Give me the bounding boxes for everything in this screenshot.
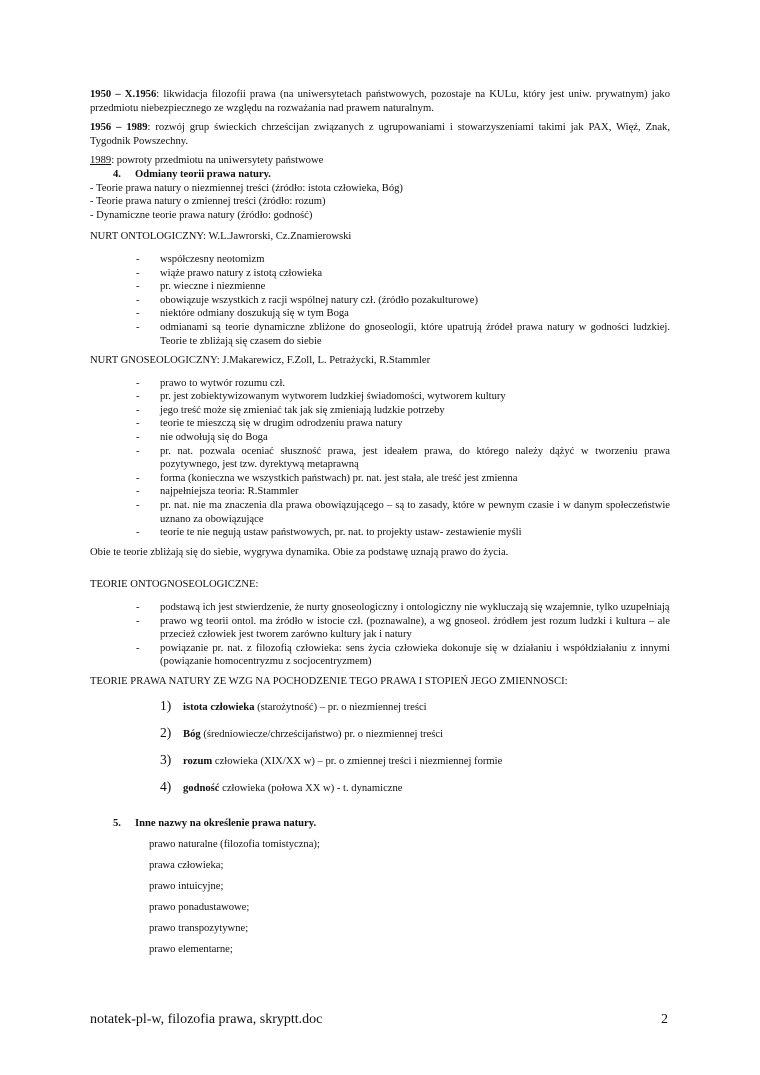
list-item	[90, 901, 670, 922]
date-range: 1956 – 1989	[90, 122, 148, 134]
ontognoseological-heading: TEORIE ONTOGNOSEOLOGICZNE:	[90, 579, 259, 591]
list-item: - obowiązuje wszystkich z racji wspólnej natury czł. (źródło pozakulturowe)	[90, 294, 670, 308]
list-item: - pr. nat. nie ma znaczenia dla prawa obowiązującego – są to zasady, które w pewnym czasie i w danym społeczeństwie uznano za obowiązujące	[90, 499, 670, 526]
list-item: - nie odwołują się do Boga	[90, 431, 670, 445]
list-item: - odmianami są teorie dynamiczne zbliżone do gnoseologii, które upatrują źródeł prawa natury w godności ludzkiej. Teorie te zbliżają się czasem do siebie	[90, 321, 670, 348]
origin-item	[90, 697, 670, 728]
date-year: 1989	[90, 155, 112, 167]
list-item: - podstawą ich jest stwierdzenie, że nurty gnoseologiczny i ontologiczny nie wykluczają się wzajemnie, tylko uzupełniają	[90, 601, 670, 615]
names-list	[90, 838, 670, 964]
paragraph-1956	[90, 121, 670, 148]
item-text: prawo intuicyjne;	[149, 881, 224, 893]
section-title: Odmiany teorii prawa natury.	[135, 168, 271, 180]
item-term: Bóg	[183, 728, 201, 740]
page-footer	[90, 1012, 670, 1028]
item-term: istota człowieka	[183, 701, 255, 713]
list-item	[90, 880, 670, 901]
item-number: 3)	[160, 751, 172, 767]
item-text: (starożytność) – pr. o niezmiennej treści	[254, 701, 427, 713]
item-text: prawo elementarne;	[149, 944, 233, 956]
section-title: Inne nazwy na określenie prawa natury.	[135, 817, 317, 829]
footer-filename: notatek-pl-w, filozofia prawa, skryptt.doc	[90, 1012, 323, 1027]
list-item: - prawo to wytwór rozumu czł.	[90, 377, 670, 391]
list-item: - prawo wg teorii ontol. ma źródło w istocie czł. (poznawalne), a wg gnoseol. źródłem jest rozum ludzki i kultura – ale przecież człowiek jest tworem zarówno kultury jak i natury	[90, 615, 670, 642]
variety-item: - Dynamiczne teorie prawa natury (źródło: godność)	[90, 209, 313, 221]
list-item: - najpełniejsza teoria: R.Stammler	[90, 485, 670, 499]
list-item: - niektóre odmiany doszukują się w tym Boga	[90, 307, 670, 321]
item-text: prawo naturalne (filozofia tomistyczna);	[149, 839, 320, 851]
list-item: - wiąże prawo natury z istotą człowieka	[90, 267, 670, 281]
list-item: - forma (konieczna we wszystkich państwach) pr. nat. jest stała, ale treść jest zmienna	[90, 472, 670, 486]
section-4-heading	[113, 168, 670, 182]
item-text: człowieka (połowa XX w) - t. dynamiczne	[219, 782, 403, 794]
paragraph-text: : rozwój grup świeckich chrześcijan związanych z ugrupowaniami i stowarzyszeniami takimi jak PAX, Więź, Znak, Tygodnik Powszechny.	[90, 122, 670, 147]
list-item: - współczesny neotomizm	[90, 253, 670, 267]
ontological-heading: NURT ONTOLOGICZNY: W.L.Jawrorski, Cz.Znamierowski	[90, 231, 352, 243]
paragraph-text: : likwidacja filozofii prawa (na uniwersytetach państwowych, pozostaje na KULu, który jest uniw. prywatnym) jako przedmiotu niebezpiecznego ze względu na rozważania nad prawem naturalnym.	[90, 89, 670, 114]
section-number: 5.	[113, 817, 121, 829]
list-item	[90, 943, 670, 964]
list-item	[90, 922, 670, 943]
summary-paragraph: Obie te teorie zbliżają się do siebie, wygrywa dynamika. Obie za podstawę uznają prawo do życia.	[90, 546, 509, 558]
list-item: - jego treść może się zmieniać tak jak się zmieniają ludzkie potrzeby	[90, 404, 670, 418]
section-number: 4.	[113, 168, 121, 180]
variety-item: - Teorie prawa natury o niezmiennej treści (źródło: istota człowieka, Bóg)	[90, 182, 403, 194]
page-number: 2	[661, 1012, 668, 1027]
origin-item	[90, 724, 670, 755]
date-range: 1950 – X.1956	[90, 89, 157, 100]
item-text: (średniowiecze/chrześcijaństwo) pr. o niezmiennej treści	[200, 728, 444, 740]
list-item: - pr. wieczne i niezmienne	[90, 280, 670, 294]
item-text: prawo ponadustawowe;	[149, 902, 250, 914]
list-item	[90, 838, 670, 859]
item-number: 1)	[160, 697, 172, 713]
section-5-heading	[113, 817, 670, 831]
gnoseological-list	[90, 377, 670, 540]
item-term: rozum	[183, 755, 213, 767]
ontognoseological-list	[90, 601, 670, 669]
item-number: 2)	[160, 724, 172, 740]
list-item: - powiązanie pr. nat. z filozofią człowieka: sens życia człowieka dokonuje się w działaniu i współdziałaniu z innymi (powiązanie homocentryzmu z socjocentryzmem)	[90, 642, 670, 669]
list-item: - pr. nat. pozwala oceniać słuszność prawa, jest ideałem prawa, do którego należy dążyć w tworzeniu prawa pozytywnego, jest tzw. dyrektywą metaprawną	[90, 445, 670, 472]
gnoseological-heading: NURT GNOSEOLOGICZNY: J.Makarewicz, F.Zoll, L. Petrażycki, R.Stammler	[90, 355, 431, 367]
item-number: 4)	[160, 778, 172, 794]
paragraph-text: : powroty przedmiotu na uniwersytety państwowe	[111, 155, 324, 167]
list-item: - teorie te nie negują ustaw państwowych, pr. nat. to projekty ustaw- zestawienie myśli	[90, 526, 670, 540]
paragraph-1950	[90, 88, 670, 115]
paragraph-1989	[90, 154, 670, 168]
ontological-list	[90, 253, 670, 348]
origin-list	[90, 697, 670, 809]
list-item: - teorie te mieszczą się w drugim odrodzeniu prawa natury	[90, 417, 670, 431]
item-text: prawo transpozytywne;	[149, 923, 249, 935]
list-item: - pr. jest zobiektywizowanym wytworem ludzkiej świadomości, wytworem kultury	[90, 390, 670, 404]
varieties-list	[90, 182, 670, 223]
item-text: prawa człowieka;	[149, 860, 224, 872]
item-term: godność	[183, 782, 220, 794]
origin-item	[90, 778, 670, 809]
item-text: człowieka (XIX/XX w) – pr. o zmiennej treści i niezmiennej formie	[212, 755, 503, 767]
variety-item: - Teorie prawa natury o zmiennej treści (źródło: rozum)	[90, 196, 326, 208]
document-body	[90, 88, 670, 964]
origin-item	[90, 751, 670, 782]
list-item	[90, 859, 670, 880]
origin-heading: TEORIE PRAWA NATURY ZE WZG NA POCHODZENIE TEGO PRAWA I STOPIEŃ JEGO ZMIENNOSCI:	[90, 675, 568, 687]
